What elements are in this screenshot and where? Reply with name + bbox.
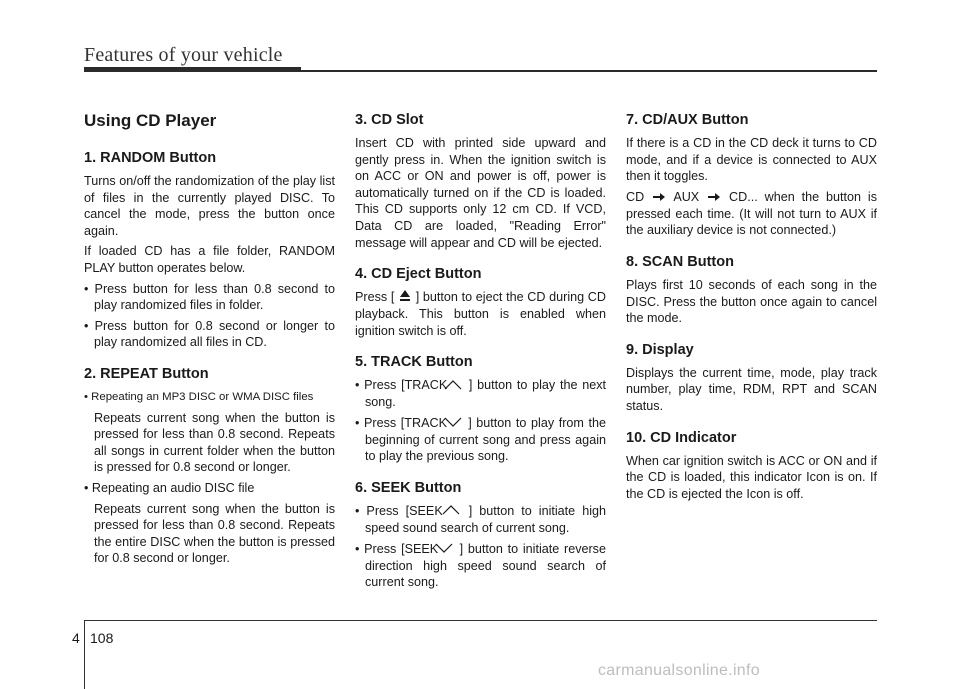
cd-indicator-heading: 10. CD Indicator: [626, 429, 737, 446]
track-bullet-2: [355, 415, 606, 465]
display-heading: 9. Display: [626, 341, 694, 358]
chevron-down-icon: [454, 415, 462, 432]
track-bullet-2-pre: • Press [TRACK: [355, 415, 447, 430]
random-bullet-2: • Press button for 0.8 second or longer to play randomized all files in CD.: [84, 318, 335, 350]
seek-bullet-2-pre: • Press [SEEK: [355, 541, 439, 556]
page-number: 108: [90, 630, 114, 646]
seek-section: [355, 478, 606, 591]
cd-aux-tail: CD... when the button is pressed each time. (It will not turn to AUX if the auxiliary device is not connected.): [626, 189, 878, 238]
chevron-down-icon: [445, 541, 453, 558]
random-bullet-1: • Press button for less than 0.8 second to play randomized files in folder.: [84, 281, 335, 313]
repeat-sub-1: Repeats current song when the button is pressed for less than 0.8 second. Repeats all songs in current folder when the button is pressed for 0.8 second or longer.: [94, 410, 335, 475]
eject-heading: 4. CD Eject Button: [355, 266, 482, 283]
display-paragraph: Displays the current time, mode, play track number, play time, RDM, RPT and SCAN status.: [626, 365, 877, 413]
seek-bullet-2: [355, 541, 606, 591]
arrow-right-icon: [653, 189, 665, 206]
scan-heading: 8. SCAN Button: [626, 253, 734, 270]
column-3: [626, 104, 877, 515]
cd-slot-paragraph: Insert CD with printed side upward and gently press in. When the ignition switch is on ACC or ON and power is off, power is automatically turned on if the CD is loaded. This CD supports only 12 cm CD. If VCD, Data CD are loaded, "Reading Error" message will appear and CD will be ejected.: [355, 136, 606, 250]
repeat-sub-2: Repeats current song when the button is pressed for less than 0.8 second. Repeats the entire DISC when the button is pressed for 0.8 second or longer.: [94, 501, 335, 566]
repeat-button-section: [84, 364, 335, 567]
seek-bullet-1-pre: • Press [SEEK: [355, 504, 443, 519]
track-bullet-1: [355, 377, 606, 411]
random-paragraph-1: Turns on/off the randomization of the play list of files in the currently played DISC. To cancel the mode, press the button once again.: [84, 174, 335, 238]
chapter-number: 4: [72, 630, 80, 646]
repeat-heading: 2. REPEAT Button: [84, 365, 209, 382]
scan-paragraph: Plays first 10 seconds of each song in the DISC. Press the button once again to cancel the mode.: [626, 277, 877, 326]
seek-bullet-2-post: ] button to initiate reverse direction high speed sound search of current song.: [365, 541, 606, 590]
cd-aux-aux-label: AUX: [673, 189, 700, 204]
track-bullet-2-post: ] button to play from the beginning of current song and press again to play the previous song.: [365, 415, 607, 464]
track-bullet-1-pre: • Press [TRACK: [355, 378, 448, 393]
eject-text-pre: Press [: [355, 290, 395, 305]
arrow-right-icon: [708, 189, 720, 206]
random-heading: 1. RANDOM Button: [84, 150, 217, 166]
chevron-up-icon: [454, 378, 462, 395]
eject-section: [355, 264, 606, 339]
cd-indicator-section: [626, 428, 877, 503]
footer-rule-vertical: [84, 620, 85, 689]
eject-icon: [400, 290, 410, 307]
cd-slot-heading: 3. CD Slot: [355, 112, 424, 128]
track-bullet-1-post: ] button to play the next song.: [365, 378, 607, 410]
repeat-bullet-1: • Repeating an MP3 DISC or WMA DISC files: [84, 390, 314, 403]
section-title: Using CD Player: [84, 111, 217, 130]
page-header-title: Features of your vehicle: [84, 44, 283, 66]
cd-aux-paragraph-1: If there is a CD in the CD deck it turns to CD mode, and if a device is connected to AUX then it toggles.: [626, 136, 877, 184]
seek-bullet-1: [355, 503, 606, 537]
cd-aux-cd-label: CD: [626, 189, 645, 204]
repeat-bullet-2: • Repeating an audio DISC file: [84, 480, 255, 495]
header-rule-thin: [84, 70, 877, 72]
display-section: [626, 340, 877, 415]
random-button-section: [84, 148, 335, 351]
cd-slot-section: [355, 110, 606, 251]
random-paragraph-2: If loaded CD has a file folder, RANDOM PLAY button operates below.: [84, 244, 335, 275]
chevron-up-icon: [452, 503, 460, 520]
track-heading: 5. TRACK Button: [355, 354, 473, 371]
eject-text-post: ] button to eject the CD during CD playback. This button is enabled when ignition switch is off.: [355, 290, 607, 338]
eject-paragraph: [355, 289, 606, 339]
column-1: [84, 104, 335, 580]
track-section: [355, 352, 606, 465]
column-2: [355, 104, 606, 604]
seek-bullet-1-post: ] button to initiate high speed sound search of current song.: [365, 504, 607, 535]
watermark: carmanualsonline.info: [598, 662, 760, 679]
cd-indicator-paragraph: When car ignition switch is ACC or ON and if the CD is loaded, this indicator Icon is on. If the CD is ejected the Icon is off.: [626, 453, 877, 501]
footer-rule: [84, 620, 877, 621]
cd-aux-section: [626, 110, 877, 239]
cd-aux-paragraph-2: [626, 189, 877, 239]
seek-heading: 6. SEEK Button: [355, 480, 462, 497]
cd-aux-heading: 7. CD/AUX Button: [626, 112, 749, 128]
scan-section: [626, 252, 877, 327]
